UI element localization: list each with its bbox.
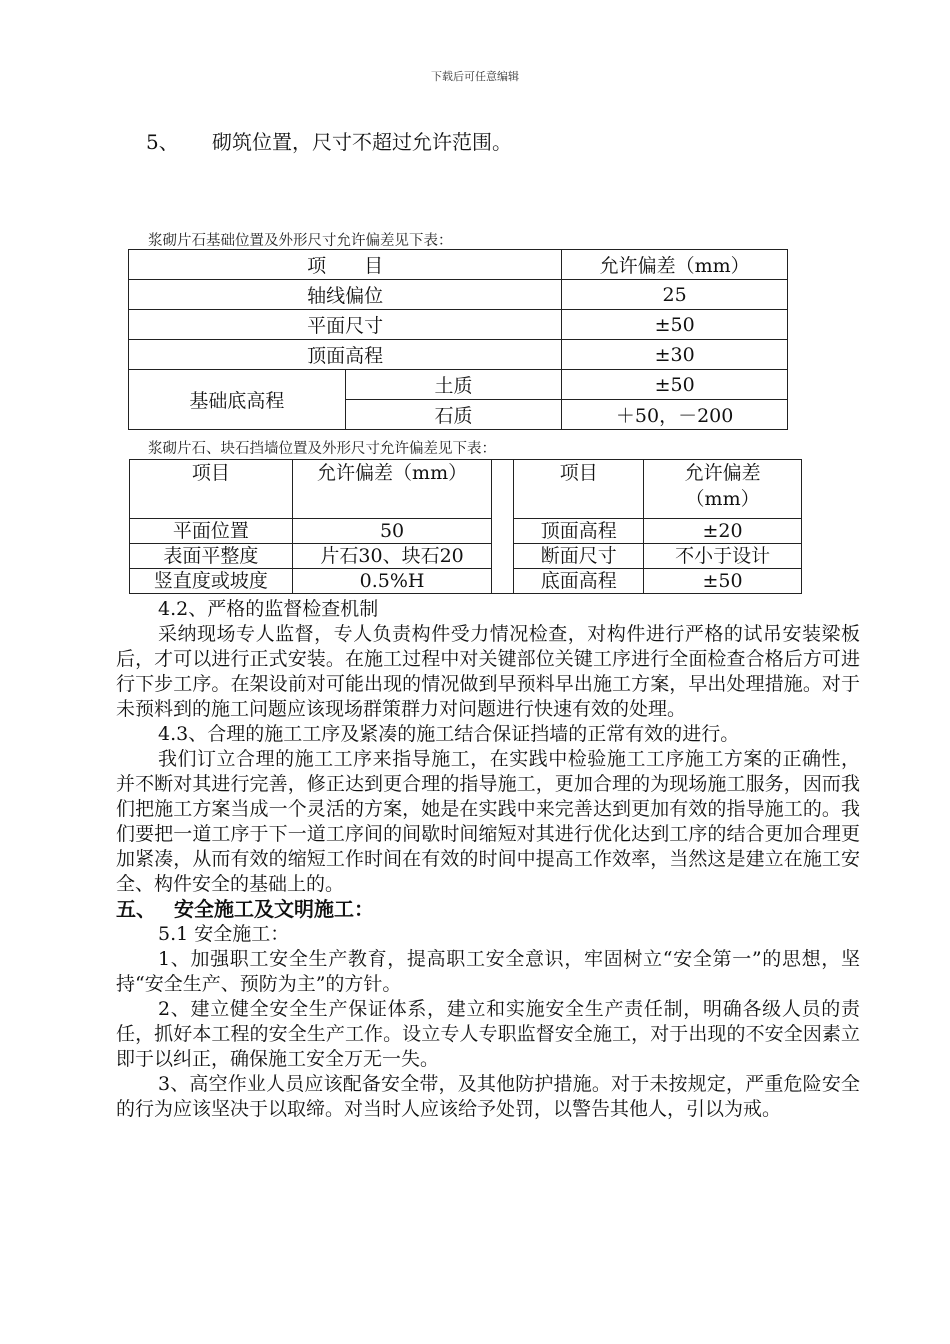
cell-group-label: 基础底高程 [129,370,346,430]
header-tolerance-2-line1: 允许偏差 [684,462,761,484]
section-5-title: 安全施工及文明施工： [174,897,374,921]
cell-tolerance-1: 0.5%H [292,569,492,594]
table-row [130,544,802,569]
header-tolerance-2-line2: （mm） [685,488,760,510]
cell-tolerance-2: ±20 [644,519,802,544]
foundation-tolerance-table [128,249,788,430]
table1-caption: 浆砌片石基础位置及外形尺寸允许偏差见下表： [148,233,453,249]
header-tolerance-2 [644,460,802,519]
header-tolerance: 允许偏差（mm） [562,250,788,280]
section-4-3-title: 4.3、合理的施工工序及紧凑的施工结合保证挡墙的正常有效的进行。 [158,723,740,745]
table2-caption: 浆砌片石、块石挡墙位置及外形尺寸允许偏差见下表： [148,441,496,457]
cell-item-2: 断面尺寸 [514,544,644,569]
table-row [129,340,788,370]
body-text [116,597,860,1122]
cell-tolerance-2: 不小于设计 [644,544,802,569]
cell-item: 顶面高程 [129,340,562,370]
cell-subitem: 石质 [345,400,562,430]
retaining-wall-tolerance-table [129,459,802,594]
header-item: 项 目 [129,250,562,280]
item-5-text: 砌筑位置，尺寸不超过允许范围。 [212,130,512,154]
cell-item: 轴线偏位 [129,280,562,310]
cell-tolerance: 25 [562,280,788,310]
header-tolerance-1: 允许偏差（mm） [292,460,492,519]
table-row [129,280,788,310]
section-4-2-paragraph: 采纳现场专人监督，专人负责构件受力情况检查，对构件进行严格的试吊安装梁板后，才可以进行正式安装。在施工过程中对关键部位关键工序进行全面检查合格后方可进行下步工序。在架设前对可能出现的情况做到早预料早出施工方案，早出处理措施。对于未预料到的施工问题应该现场群策群力对问题进行快速有效的处理。 [116,623,860,720]
section-5-1-title: 5.1 安全施工： [158,923,290,945]
table-row [129,370,788,400]
header-item-2: 项目 [514,460,644,519]
cell-item-1: 表面平整度 [130,544,293,569]
paragraph-3: 3、高空作业人员应该配备安全带，及其他防护措施。对于未按规定，严重危险安全的行为应该坚决于以取缔。对当时人应该给予处罚，以警告其他人，引以为戒。 [116,1073,860,1120]
table-row [130,569,802,594]
spacer-column [492,460,514,594]
table-row [129,310,788,340]
cell-item-1: 竖直度或坡度 [130,569,293,594]
section-5-number: 五、 [116,897,156,921]
header-item-1: 项目 [130,460,293,519]
section-5-heading [116,897,860,922]
cell-tolerance-2: ±50 [644,569,802,594]
cell-tolerance: ±30 [562,340,788,370]
item-5-number: 5、 [146,130,179,154]
section-4-3-paragraph: 我们订立合理的施工工序来指导施工，在实践中检验施工工序施工方案的正确性，并不断对其进行完善，修正达到更合理的指导施工，更加合理的为现场施工服务，因而我们把施工方案当成一个灵活的方案，她是在实践中来完善达到更加有效的指导施工的。我们要把一道工序于下一道工序间的间歇时间缩短对其进行优化达到工序的结合更加合理更加紧凑，从而有效的缩短工作时间在有效的时间中提高工作效率，当然这是建立在施工安全、构件安全的基础上的。 [116,748,860,895]
cell-item-2: 底面高程 [514,569,644,594]
cell-tolerance: ±50 [562,370,788,400]
cell-subitem: 土质 [345,370,562,400]
header-note: 下载后可任意编辑 [431,70,519,83]
cell-tolerance: ＋50，－200 [562,400,788,430]
section-4-2-title: 4.2、严格的监督检查机制 [158,598,379,620]
table-row [130,519,802,544]
paragraph-2: 2、建立健全安全生产保证体系，建立和实施安全生产责任制，明确各级人员的责任，抓好本工程的安全生产工作。设立专人专职监督安全施工，对于出现的不安全因素立即于以纠正，确保施工安全万无一失。 [116,998,860,1070]
paragraph-1: 1、加强职工安全生产教育，提高职工安全意识，牢固树立“安全第一”的思想，坚持“安全生产、预防为主”的方针。 [116,948,860,995]
table-header-row [129,250,788,280]
table-header-row [130,460,802,519]
cell-item: 平面尺寸 [129,310,562,340]
cell-tolerance-1: 50 [292,519,492,544]
cell-tolerance-1: 片石30、块石20 [292,544,492,569]
cell-item-1: 平面位置 [130,519,293,544]
item-5 [146,126,512,155]
cell-tolerance: ±50 [562,310,788,340]
cell-item-2: 顶面高程 [514,519,644,544]
